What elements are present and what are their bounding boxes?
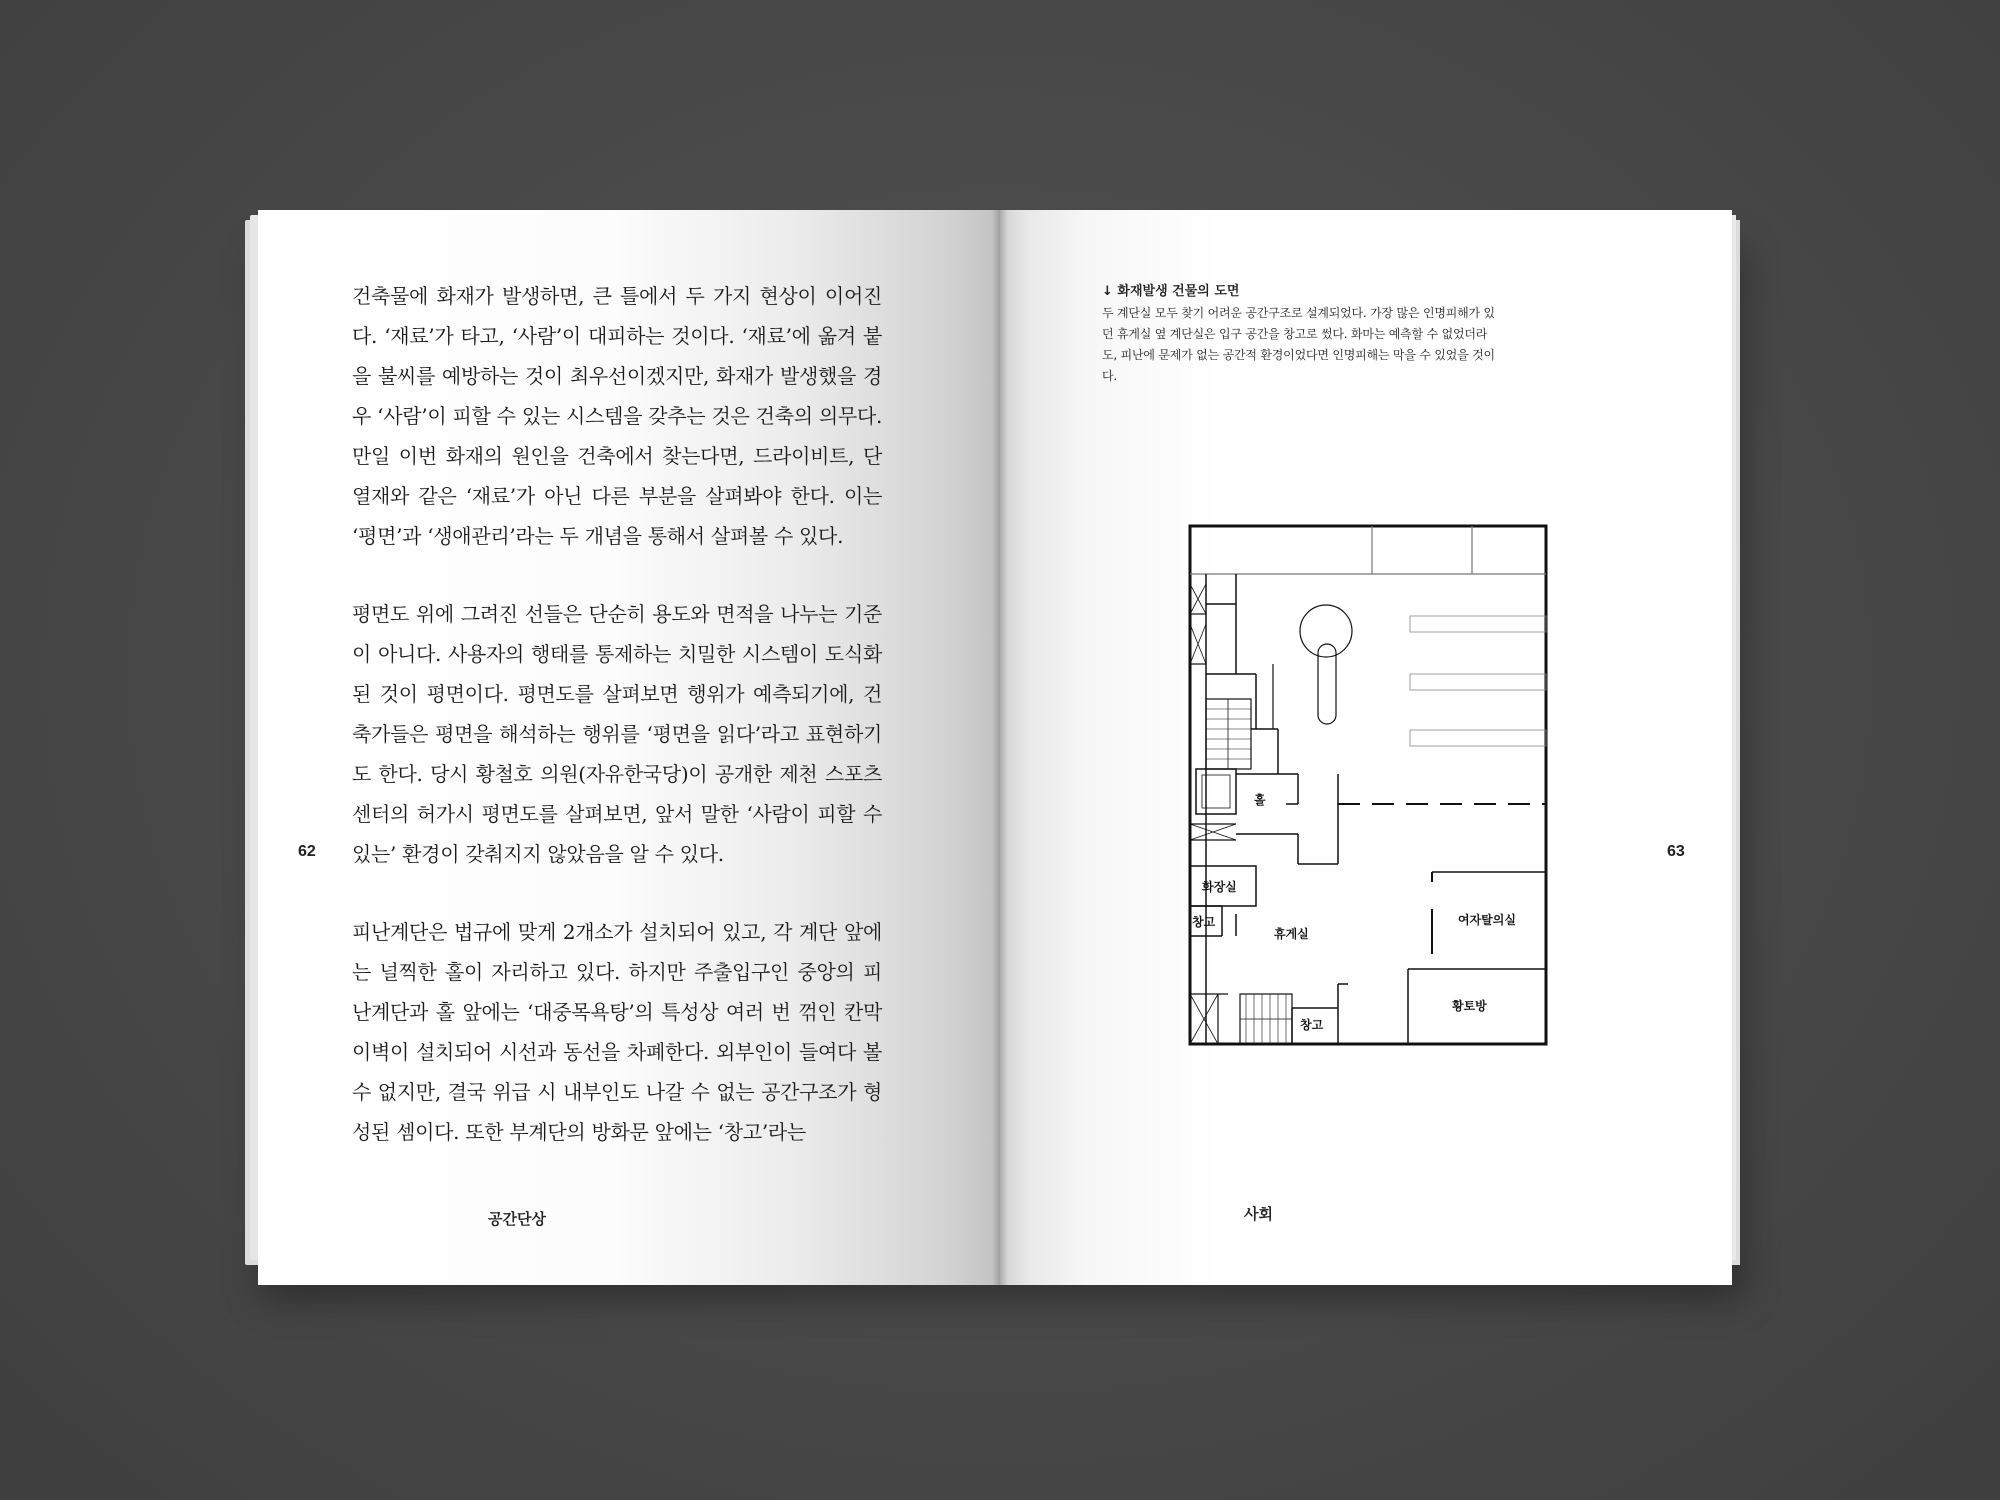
book-gutter <box>992 210 1008 1285</box>
plan-label-lounge: 휴게실 <box>1274 927 1309 941</box>
paragraph-2: 평면도 위에 그려진 선들은 단순히 용도와 면적을 나누는 기준이 아니다. 사용자의 행태를 통제하는 치밀한 시스템이 도식화된 것이 평면이다. 평면도를 살펴보면 행위가 예측되기에, 건축가들은 평면을 해석하는 행위를 ‘평면을 읽다’라고 표현하기도 한다. 당시 황철호 의원(자유한국당)이 공개한 제천 스포츠센터의 허가시 평면도를 살펴보면, 앞서 말한 ‘사람이 피할 수 있는’ 환경이 갖춰지지 않았음을 알 수 있다. <box>352 602 882 866</box>
plan-label-clay-room: 황토방 <box>1452 999 1487 1013</box>
left-page-footer: 공간단상 <box>488 1211 546 1228</box>
left-page-number: 62 <box>298 843 316 860</box>
plan-label-hall: 홀 <box>1254 793 1266 807</box>
plan-label-restroom: 화장실 <box>1202 880 1237 894</box>
plan-label-storage-1: 창고 <box>1192 915 1216 929</box>
right-page-footer: 사회 <box>1244 1206 1273 1223</box>
plan-outer-wall <box>1190 526 1546 1044</box>
paragraph-3: 피난계단은 법규에 맞게 2개소가 설치되어 있고, 각 계단 앞에는 널찍한 홀이 자리하고 있다. 하지만 주출입구인 중앙의 피난계단과 홀 앞에는 ‘대중목욕탕’의 특성상 여러 번 꺾인 칸막이벽이 설치되어 시선과 동선을 차폐한다. 외부인이 들여다 볼 수 없지만, 결국 위급 시 내부인도 나갈 수 없는 공간구조가 형성된 셈이다. 또한 부계단의 방화문 앞에는 ‘창고’라는 <box>352 920 882 1144</box>
floor-plan <box>1188 524 1548 1046</box>
caption-body: 두 계단실 모두 찾기 어려운 공간구조로 설계되었다. 가장 많은 인명피해가 있던 휴게실 옆 계단실은 입구 공간을 창고로 썼다. 화마는 예측할 수 없었더라도, 피난에 문제가 없는 공간적 환경이었다면 인명피해는 막을 수 있었을 것이다. <box>1102 306 1495 383</box>
figure-caption <box>1102 280 1502 387</box>
left-page-body <box>352 276 882 1190</box>
plan-label-storage-2: 창고 <box>1300 1018 1324 1032</box>
caption-title: ↓ 화재발생 건물의 도면 <box>1102 284 1240 299</box>
paragraph-1: 건축물에 화재가 발생하면, 큰 틀에서 두 가지 현상이 이어진다. ‘재료’가 타고, ‘사람’이 대피하는 것이다. ‘재료’에 옮겨 붙을 불씨를 예방하는 것이 최우선이겠지만, 화재가 발생했을 경우 ‘사람’이 피할 수 있는 시스템을 갖추는 것은 건축의 의무다. 만일 이번 화재의 원인을 건축에서 찾는다면, 드라이비트, 단열재와 같은 ‘재료’가 아닌 다른 부분을 살펴봐야 한다. 이는 ‘평면’과 ‘생애관리’라는 두 개념을 통해서 살펴볼 수 있다. <box>352 284 882 548</box>
plan-label-women-sleep-room: 여자탈의실 <box>1458 913 1516 927</box>
floor-plan-drawing <box>1188 524 1548 1046</box>
right-page-number: 63 <box>1667 843 1685 860</box>
